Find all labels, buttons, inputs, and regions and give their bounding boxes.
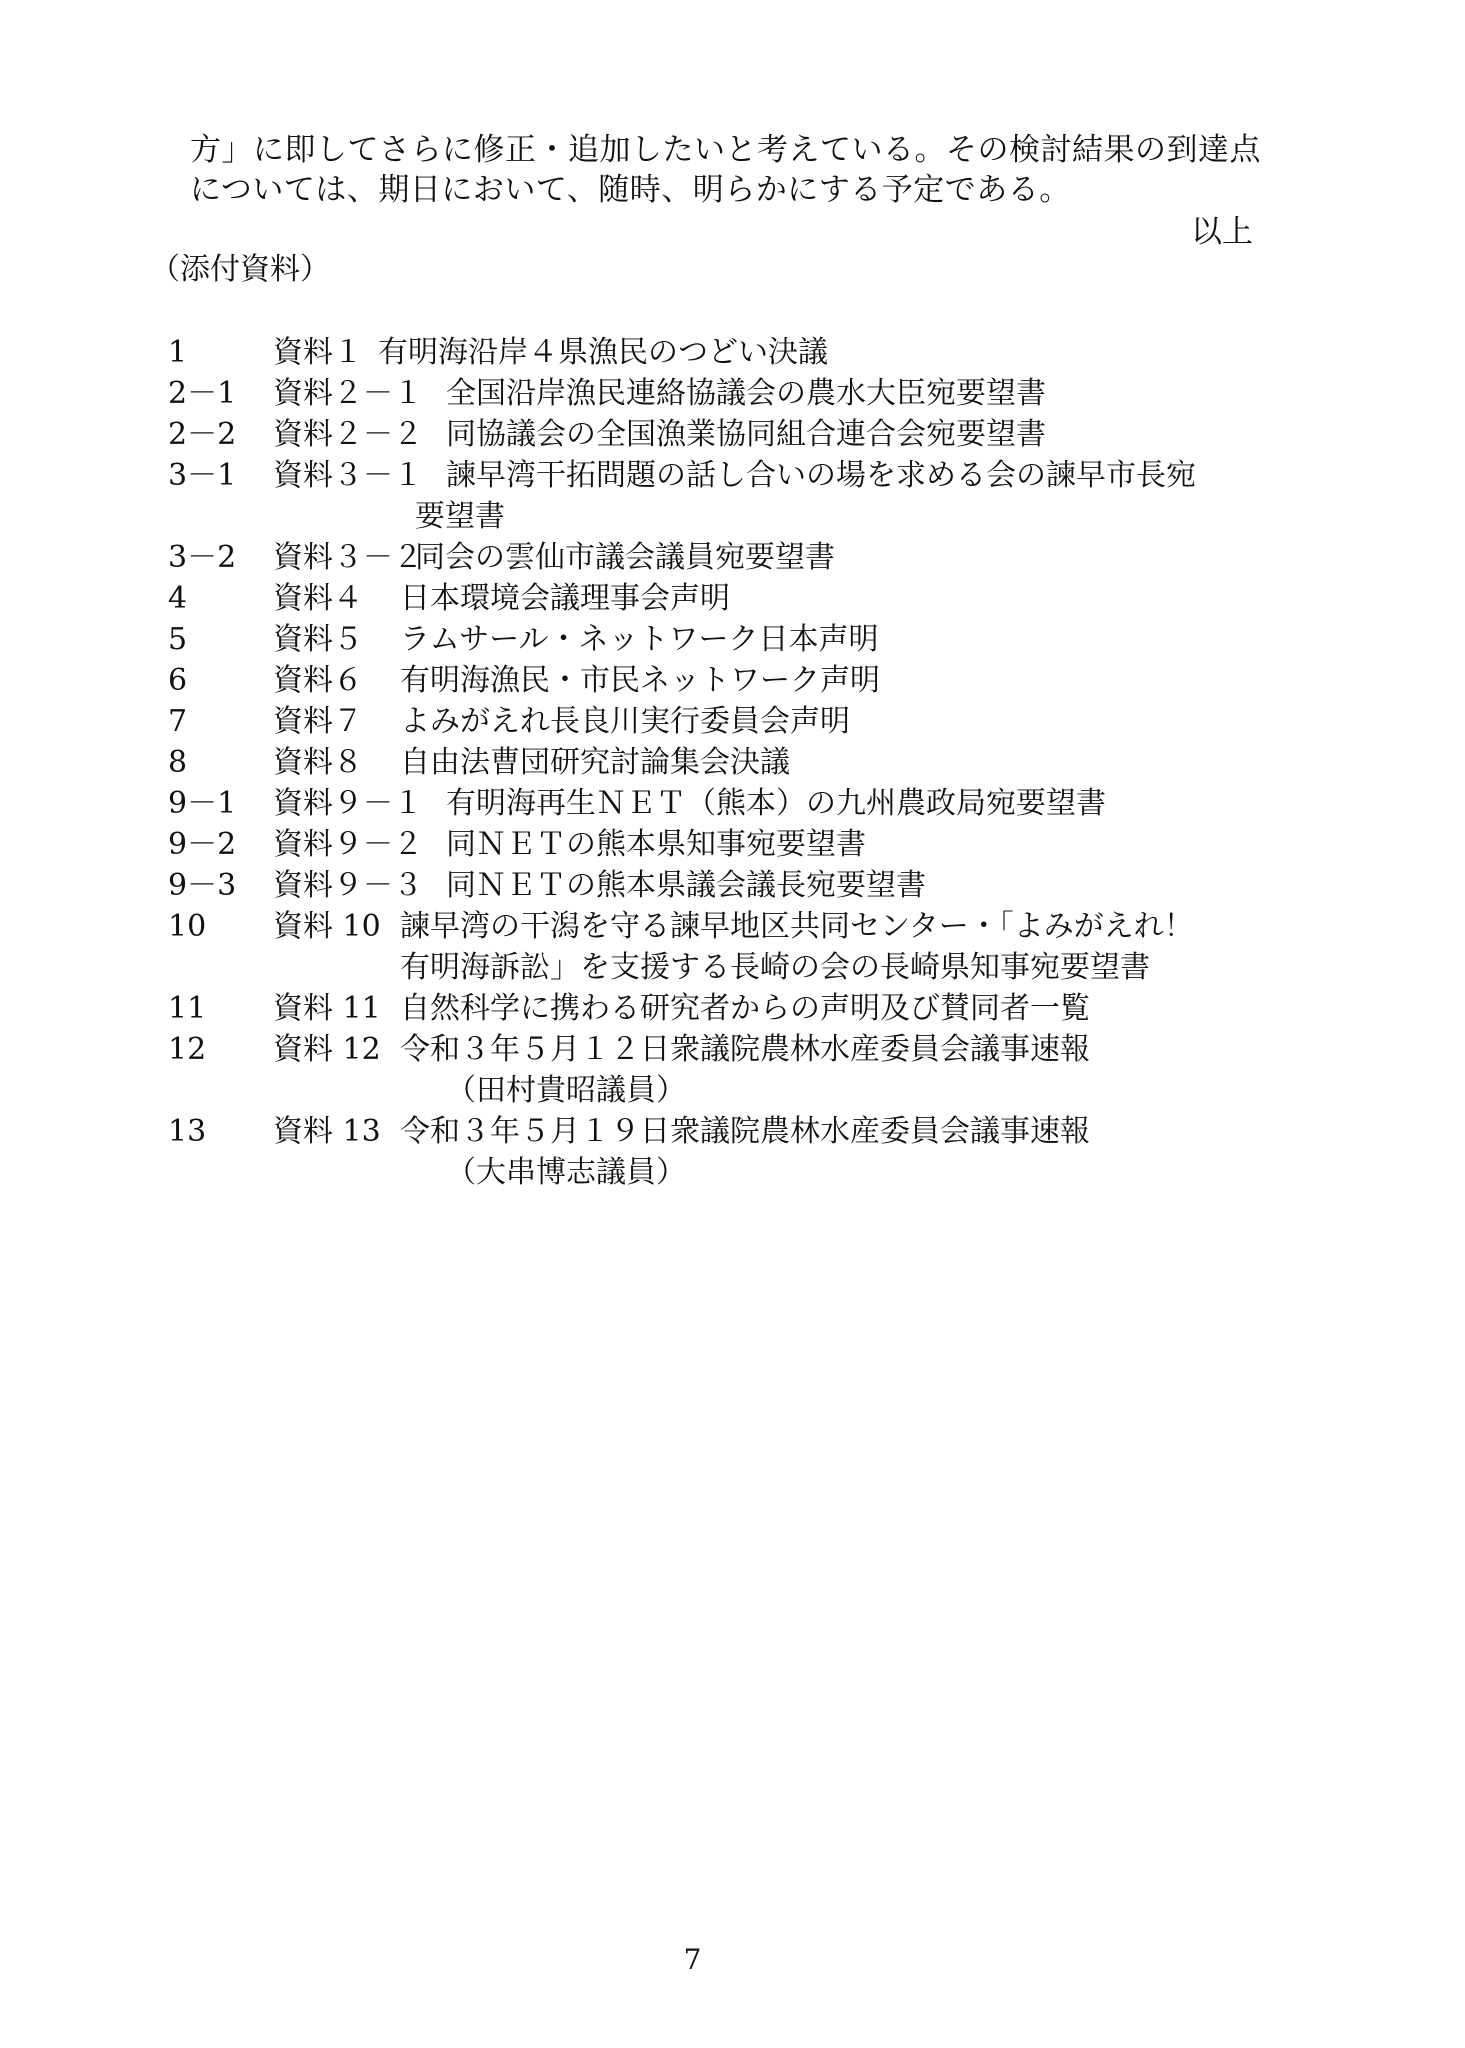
item-title: 全国沿岸漁民連絡協議会の農水大臣宛要望書 [446, 376, 1046, 411]
item-title: 有明海漁民・市民ネットワーク声明 [400, 663, 880, 698]
item-title-continuation: 要望書 [415, 499, 505, 534]
item-title: 同ＮＥＴの熊本県知事宛要望書 [446, 827, 866, 862]
list-item [168, 578, 1288, 619]
item-title: 同協議会の全国漁業協同組合連合会宛要望書 [446, 417, 1046, 452]
item-number: 13 [168, 1114, 207, 1149]
item-number: 3－1 [168, 458, 237, 493]
list-item [168, 1111, 1288, 1193]
closing-mark: 以上 [1191, 214, 1253, 250]
item-ref: 資料６ [273, 663, 363, 698]
item-number: 9－1 [168, 786, 237, 821]
item-title: 令和３年５月１２日衆議院農林水産委員会議事速報 [400, 1032, 1090, 1067]
item-ref: 資料３－２ [273, 540, 423, 575]
list-item [168, 414, 1288, 455]
item-title: 有明海沿岸４県漁民のつどい決議 [378, 335, 828, 370]
item-ref: 資料５ [273, 622, 363, 657]
item-number: 12 [168, 1032, 207, 1067]
list-item [168, 619, 1288, 660]
item-number: 10 [168, 909, 207, 944]
list-item [168, 783, 1288, 824]
item-ref: 資料８ [273, 745, 363, 780]
item-number: 7 [168, 704, 188, 739]
item-ref: 資料２－２ [273, 417, 423, 452]
list-item [168, 332, 1288, 373]
item-number: 2－1 [168, 376, 237, 411]
list-item [168, 988, 1288, 1029]
item-number: 4 [168, 581, 188, 616]
list-item [168, 373, 1288, 414]
item-ref: 資料１ [273, 335, 363, 370]
item-number: 5 [168, 622, 188, 657]
item-ref: 資料 12 [273, 1032, 381, 1067]
list-item [168, 906, 1288, 988]
item-title: 自由法曹団研究討論集会決議 [400, 745, 790, 780]
item-number: 2－2 [168, 417, 237, 452]
item-title: 日本環境会議理事会声明 [400, 581, 730, 616]
body-text-line-2: については、期日において、随時、明らかにする予定である。 [190, 172, 1071, 208]
item-title: 諫早湾の干潟を守る諫早地区共同センター・「よみがえれ！ [400, 909, 1194, 944]
body-text-line-1: 方」に即してさらに修正・追加したいと考えている。その検討結果の到達点 [190, 132, 1261, 168]
item-title: 有明海再生ＮＥＴ（熊本）の九州農政局宛要望書 [446, 786, 1106, 821]
item-number: 8 [168, 745, 188, 780]
item-title: 同会の雲仙市議会議員宛要望書 [415, 540, 835, 575]
item-title-continuation: （大串博志議員） [446, 1155, 686, 1190]
item-ref: 資料４ [273, 581, 363, 616]
item-ref: 資料９－３ [273, 868, 423, 903]
item-title: 自然科学に携わる研究者からの声明及び賛同者一覧 [400, 991, 1090, 1026]
list-item [168, 537, 1288, 578]
item-title: 令和３年５月１９日衆議院農林水産委員会議事速報 [400, 1114, 1090, 1149]
item-title: 同ＮＥＴの熊本県議会議長宛要望書 [446, 868, 926, 903]
list-item [168, 455, 1288, 537]
list-item [168, 824, 1288, 865]
page-number: 7 [683, 1943, 702, 1976]
item-number: 3－2 [168, 540, 237, 575]
item-number: 6 [168, 663, 188, 698]
list-item [168, 865, 1288, 906]
item-title: よみがえれ長良川実行委員会声明 [400, 704, 850, 739]
item-number: 1 [168, 335, 188, 370]
item-ref: 資料７ [273, 704, 363, 739]
attachment-list [168, 332, 1288, 1193]
attachments-heading: （添付資料） [150, 252, 330, 287]
item-title-continuation: 有明海訴訟」を支援する長崎の会の長崎県知事宛要望書 [400, 950, 1150, 985]
item-number: 9－3 [168, 868, 237, 903]
item-number: 11 [168, 991, 207, 1026]
item-ref: 資料 11 [273, 991, 381, 1026]
item-ref: 資料９－２ [273, 827, 423, 862]
item-ref: 資料２－１ [273, 376, 423, 411]
item-ref: 資料９－１ [273, 786, 423, 821]
item-ref: 資料 13 [273, 1114, 381, 1149]
list-item [168, 660, 1288, 701]
list-item [168, 701, 1288, 742]
list-item [168, 1029, 1288, 1111]
item-ref: 資料 10 [273, 909, 381, 944]
list-item [168, 742, 1288, 783]
item-title-continuation: （田村貴昭議員） [446, 1073, 686, 1108]
item-number: 9－2 [168, 827, 237, 862]
item-title: ラムサール・ネットワーク日本声明 [400, 622, 879, 657]
item-title: 諫早湾干拓問題の話し合いの場を求める会の諫早市長宛 [446, 458, 1196, 493]
item-ref: 資料３－１ [273, 458, 423, 493]
